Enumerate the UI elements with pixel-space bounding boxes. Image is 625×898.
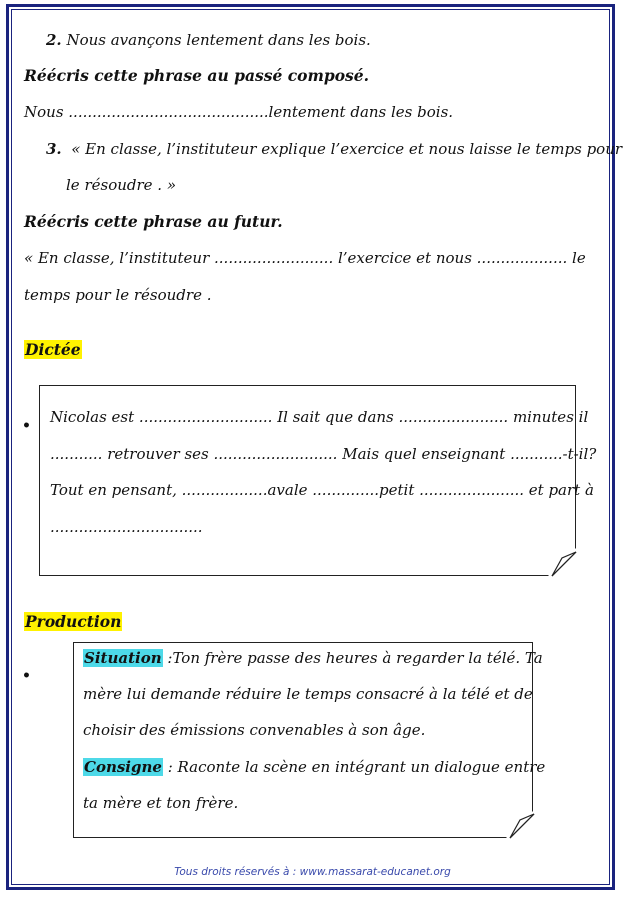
exercise-3-instruction: Réécris cette phrase au futur. — [24, 212, 283, 231]
dictee-line-4: ................................ — [50, 518, 203, 536]
situation-text-1: :Ton frère passe des heures à regarder la télé. Ta — [162, 649, 543, 667]
dictee-title-text: Dictée — [25, 340, 81, 359]
production-bullet: • — [22, 668, 31, 684]
situation-line-1 — [83, 649, 543, 667]
exercise-2-instruction: Réécris cette phrase au passé composé. — [24, 66, 370, 85]
consigne-label: Consigne — [84, 758, 162, 776]
consigne-line-2: ta mère et ton frère. — [83, 794, 239, 812]
exercise-2-text: Nous avançons lentement dans les bois. — [66, 31, 371, 49]
production-title-text: Production — [25, 612, 122, 631]
dictee-title — [24, 340, 82, 359]
production-box-fold-icon — [506, 810, 536, 840]
situation-line-3: choisir des émissions convenables à son âge. — [83, 721, 426, 739]
consigne-text-1: : Raconte la scène en intégrant un dialogue entre — [162, 758, 546, 776]
exercise-2-number: 2. — [46, 31, 62, 49]
situation-label: Situation — [84, 649, 162, 667]
exercise-3-text-line1: « En classe, l’instituteur explique l’exercice et nous laisse le temps pour — [71, 140, 623, 158]
dictee-line-1: Nicolas est ............................ Il sait que dans ....................... minutes il — [50, 408, 589, 426]
exercise-3-text-line2: le résoudre . » — [66, 176, 177, 194]
dictee-line-3: Tout en pensant, ..................avale ..............petit ...................... et part à — [50, 481, 594, 499]
footer-copyright: Tous droits réservés à : www.massarat-educanet.org — [174, 866, 451, 878]
exercise-3-answer-line2: temps pour le résoudre . — [24, 286, 212, 304]
dictee-line-2: ........... retrouver ses .......................... Mais quel enseignant ...........-t-il? — [50, 445, 597, 463]
exercise-2-sentence — [46, 31, 371, 49]
consigne-line-1 — [83, 758, 545, 776]
exercise-3-answer-line1: « En classe, l’instituteur ......................... l’exercice et nous ................... le — [24, 249, 586, 267]
exercise-2-answer-line: Nous ..........................................lentement dans les bois. — [24, 103, 454, 121]
dictee-box-fold-icon — [548, 548, 578, 578]
dictee-bullet: • — [22, 418, 31, 434]
exercise-3-number: 3. — [46, 140, 62, 158]
exercise-3-sentence — [46, 140, 622, 158]
production-title — [24, 612, 122, 631]
situation-line-2: mère lui demande réduire le temps consacré à la télé et de — [83, 685, 533, 703]
